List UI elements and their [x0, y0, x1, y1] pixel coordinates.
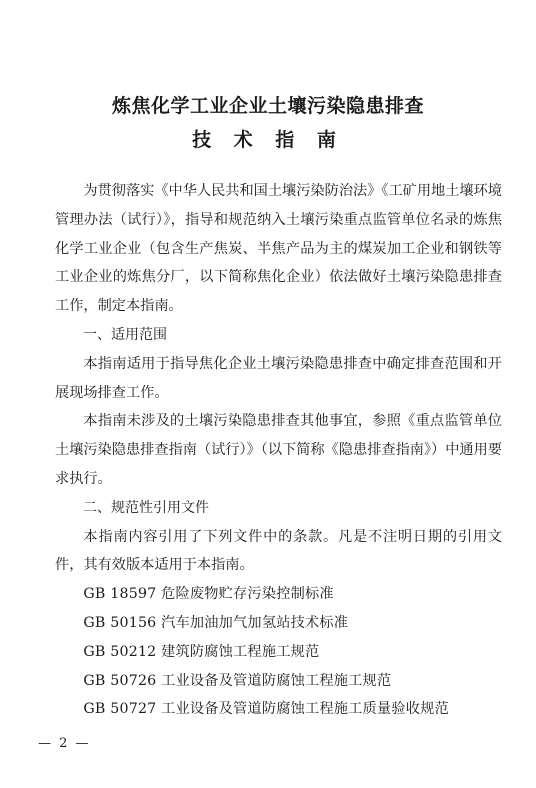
scope-paragraph-1: 本指南适用于指导焦化企业土壤污染隐患排查中确定排查范围和开展现场排查工作。: [55, 355, 502, 401]
reference-list: [55, 580, 502, 724]
references-paragraph: 本指南内容引用了下列文件中的条款。凡是不注明日期的引用文件，其有效版本适用于本指南。: [55, 528, 502, 574]
title-line-2: 技 术 指 南: [192, 129, 344, 151]
scope-paragraph-2: 本指南未涉及的土壤污染隐患排查其他事宜，参照《重点监管单位土壤污染隐患排查指南（试行）》（以下简称《隐患排查指南》）中通用要求执行。: [55, 413, 502, 487]
reference-item: GB 50727 工业设备及管道防腐蚀工程施工质量验收规范: [83, 701, 449, 718]
document-title: [0, 92, 536, 154]
reference-item: GB 50212 建筑防腐蚀工程施工规范: [83, 643, 320, 660]
document-body: [55, 177, 502, 724]
section-heading-scope: 一、适用范围: [83, 326, 167, 343]
reference-item: GB 50726 工业设备及管道防腐蚀工程施工规范: [83, 672, 392, 689]
reference-item: GB 50156 汽车加油加气加氢站技术标准: [83, 614, 349, 631]
intro-paragraph: 为贯彻落实《中华人民共和国土壤污染防治法》《工矿用地土壤环境管理办法（试行）》，指导和规范纳入土壤污染重点监管单位名录的炼焦化学工业企业（包含生产焦炭、半焦产品为主的煤炭加工企业和钢铁等工业企业的炼焦分厂，以下简称焦化企业）依法做好土壤污染隐患排查工作，制定本指南。: [55, 183, 502, 315]
title-line-1: 炼焦化学工业企业土壤污染隐患排查: [111, 95, 424, 117]
reference-item: GB 18597 危险废物贮存污染控制标准: [83, 586, 334, 603]
page-number: — 2 —: [38, 736, 91, 751]
section-heading-references: 二、规范性引用文件: [83, 499, 209, 516]
